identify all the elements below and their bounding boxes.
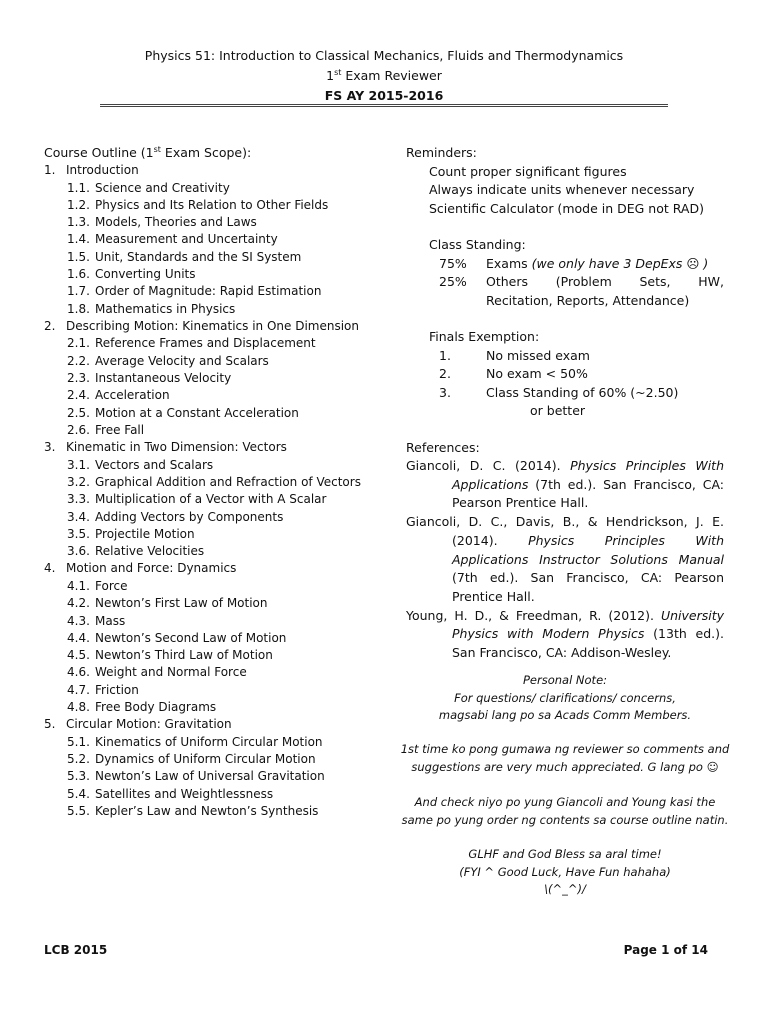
finals-item bbox=[406, 384, 724, 403]
personal-note-paragraph bbox=[398, 846, 732, 899]
weight-description-cont: Recitation, Reports, Attendance) bbox=[486, 292, 690, 308]
outline-title-post: Exam Scope): bbox=[160, 145, 252, 160]
header-divider bbox=[100, 104, 668, 108]
outline-subsection-title: Newton’s Third Law of Motion bbox=[95, 648, 273, 663]
personal-note-paragraph bbox=[398, 741, 732, 776]
outline-section-number: 5. bbox=[44, 717, 56, 732]
finals-item bbox=[406, 347, 724, 366]
academic-year: FS AY 2015-2016 bbox=[324, 88, 444, 103]
outline-subsection-title: Order of Magnitude: Rapid Estimation bbox=[95, 284, 322, 299]
outline-subsection bbox=[44, 630, 374, 647]
outline-subsection bbox=[44, 266, 374, 283]
outline-subsection-number: 1.1. bbox=[67, 180, 90, 195]
reference-authors: Giancoli, D. C. (2014). bbox=[406, 458, 571, 473]
outline-section-title: Motion and Force: Dynamics bbox=[66, 561, 237, 576]
personal-note-line: (FYI ^ Good Luck, Have Fun hahaha) bbox=[459, 864, 671, 879]
reference-publisher: (7th ed.). San Francisco, CA: Pearson Prentice Hall. bbox=[452, 476, 724, 511]
right-column bbox=[406, 144, 724, 663]
outline-subsection bbox=[44, 387, 374, 404]
outline-subsection bbox=[44, 197, 374, 214]
personal-note-line: And check niyo po yung Giancoli and Young kasi the bbox=[414, 795, 716, 809]
outline-subsection-title: Free Body Diagrams bbox=[95, 700, 217, 715]
outline-subsection bbox=[44, 474, 374, 491]
outline-section bbox=[44, 716, 374, 734]
class-standing-title: Class Standing: bbox=[429, 237, 526, 252]
weight-label: Exams bbox=[486, 255, 532, 271]
reminder-item: Always indicate units whenever necessary bbox=[429, 182, 695, 197]
footer-author: LCB 2015 bbox=[44, 943, 108, 957]
outline-subsection-title: Physics and Its Relation to Other Fields bbox=[95, 197, 329, 212]
outline-subsection bbox=[44, 422, 374, 439]
outline-subsection-title: Adding Vectors by Components bbox=[95, 509, 284, 524]
outline-subsection-title: Weight and Normal Force bbox=[95, 665, 247, 680]
references-title: References: bbox=[406, 439, 480, 455]
outline-subsection bbox=[44, 526, 374, 543]
outline-subsection-number: 3.3. bbox=[67, 492, 90, 507]
personal-note-title: Personal Note: bbox=[522, 673, 608, 687]
outline-subsection-title: Relative Velocities bbox=[95, 544, 205, 559]
outline-section-title: Describing Motion: Kinematics in One Dimension bbox=[66, 318, 359, 333]
outline-subsection-title: Graphical Addition and Refraction of Vectors bbox=[95, 474, 361, 489]
outline-subsection bbox=[44, 647, 374, 664]
outline-subsection bbox=[44, 595, 374, 612]
outline-subsection-number: 5.2. bbox=[67, 752, 90, 767]
outline-subsection-title: Reference Frames and Displacement bbox=[95, 336, 316, 351]
finals-item-text: Class Standing of 60% (~2.50) bbox=[486, 384, 679, 400]
exam-title-text: Exam Reviewer bbox=[341, 68, 442, 83]
outline-subsection-title: Vectors and Scalars bbox=[95, 457, 214, 472]
personal-note-line: \(^_^)/ bbox=[544, 882, 586, 897]
outline-subsection bbox=[44, 613, 374, 630]
outline-section-number: 2. bbox=[44, 318, 56, 333]
outline-section bbox=[44, 439, 374, 457]
course-outline bbox=[44, 144, 374, 820]
outline-subsection-number: 3.2. bbox=[67, 474, 90, 489]
outline-subsection-number: 4.5. bbox=[67, 648, 90, 663]
personal-note-line: magsabi lang po sa Acads Comm Members. bbox=[438, 708, 692, 723]
outline-subsection-number: 3.6. bbox=[67, 544, 90, 559]
outline-subsection bbox=[44, 214, 374, 231]
outline-subsection-number: 3.4. bbox=[67, 509, 90, 524]
personal-note-line: 1st time ko pong gumawa ng reviewer so comments and bbox=[400, 742, 730, 756]
outline-subsection bbox=[44, 283, 374, 300]
outline-section bbox=[44, 318, 374, 336]
finals-item-number: 1. bbox=[439, 347, 451, 363]
outline-subsection-number: 5.5. bbox=[67, 804, 90, 818]
outline-subsection-number: 1.5. bbox=[67, 249, 90, 264]
outline-section bbox=[44, 162, 374, 180]
reference-title: Physics Principles With Applications Instructor Solutions Manual bbox=[452, 532, 725, 567]
outline-subsection-number: 5.3. bbox=[67, 769, 90, 784]
outline-subsection-number: 4.4. bbox=[67, 630, 90, 645]
outline-subsection-number: 3.5. bbox=[67, 526, 90, 541]
outline-subsection-title: Models, Theories and Laws bbox=[95, 215, 257, 230]
outline-subsection-title: Instantaneous Velocity bbox=[95, 370, 232, 385]
outline-subsection-number: 4.3. bbox=[67, 613, 90, 628]
finals-item-text: No missed exam bbox=[486, 347, 590, 363]
outline-subsection-number: 2.4. bbox=[67, 388, 90, 403]
outline-subsection-number: 2.2. bbox=[67, 353, 90, 368]
outline-section-number: 1. bbox=[44, 163, 56, 177]
class-standing-row-cont bbox=[406, 292, 724, 311]
outline-list bbox=[44, 162, 374, 820]
outline-subsection-number: 1.8. bbox=[67, 301, 90, 316]
weight-percent: 75% bbox=[439, 255, 467, 271]
outline-subsection bbox=[44, 180, 374, 197]
outline-section-title: Kinematic in Two Dimension: Vectors bbox=[66, 440, 287, 455]
reference-title: University Physics with Modern Physics bbox=[452, 607, 724, 642]
reference-entry bbox=[406, 607, 724, 663]
reference-authors: Young, H. D., & Freedman, R. (2012). bbox=[406, 607, 661, 623]
reference-publisher: (7th ed.). San Francisco, CA: Pearson Prentice Hall. bbox=[452, 570, 724, 604]
outline-subsection-title: Kepler’s Law and Newton’s Synthesis bbox=[95, 804, 319, 818]
reminders-title: Reminders: bbox=[406, 145, 477, 160]
finals-item-number: 2. bbox=[439, 366, 451, 381]
weight-note: (we only have 3 DepExs ☹ ) bbox=[531, 255, 709, 271]
outline-subsection-number: 4.7. bbox=[67, 682, 90, 697]
outline-subsection bbox=[44, 353, 374, 370]
outline-subsection bbox=[44, 249, 374, 266]
finals-item-text: No exam < 50% bbox=[486, 366, 588, 381]
outline-subsection-title: Free Fall bbox=[95, 422, 145, 437]
outline-subsection bbox=[44, 664, 374, 681]
outline-subsection bbox=[44, 335, 374, 352]
class-standing-row bbox=[406, 255, 724, 274]
finals-exemption-title: Finals Exemption: bbox=[429, 329, 540, 344]
outline-subsection-title: Friction bbox=[95, 682, 139, 697]
reference-title: Physics Principles With Applications bbox=[452, 458, 724, 492]
outline-subsection-title: Average Velocity and Scalars bbox=[95, 353, 269, 368]
outline-subsection bbox=[44, 578, 374, 595]
outline-subsection-title: Mathematics in Physics bbox=[95, 301, 236, 316]
outline-subsection-number: 1.7. bbox=[67, 284, 90, 299]
outline-subsection-title: Force bbox=[95, 578, 128, 593]
finals-item-cont: or better bbox=[530, 403, 586, 418]
outline-subsection-title: Multiplication of a Vector with A Scalar bbox=[95, 492, 327, 507]
outline-subsection-title: Projectile Motion bbox=[95, 526, 195, 541]
course-outline-title bbox=[44, 144, 374, 162]
personal-note-line: same po yung order ng contents sa course outline natin. bbox=[401, 812, 729, 827]
outline-subsection-number: 4.8. bbox=[67, 700, 90, 715]
outline-subsection-number: 5.1. bbox=[67, 734, 90, 749]
outline-section-number: 4. bbox=[44, 561, 56, 576]
outline-subsection bbox=[44, 231, 374, 248]
outline-subsection-title: Newton’s Second Law of Motion bbox=[95, 630, 287, 645]
finals-item-number: 3. bbox=[439, 384, 451, 400]
finals-item bbox=[406, 365, 724, 384]
outline-subsection-number: 4.6. bbox=[67, 665, 90, 680]
outline-title-pre: Course Outline (1 bbox=[44, 145, 154, 160]
outline-subsection-title: Acceleration bbox=[95, 388, 170, 403]
outline-subsection-number: 5.4. bbox=[67, 786, 90, 801]
class-standing-row bbox=[406, 273, 724, 292]
outline-subsection bbox=[44, 751, 374, 768]
outline-subsection bbox=[44, 301, 374, 318]
outline-subsection-number: 2.3. bbox=[67, 370, 90, 385]
outline-subsection-title: Dynamics of Uniform Circular Motion bbox=[95, 752, 316, 767]
outline-subsection bbox=[44, 509, 374, 526]
outline-subsection bbox=[44, 682, 374, 699]
outline-subsection bbox=[44, 768, 374, 785]
personal-note-paragraph bbox=[398, 794, 732, 829]
outline-subsection-title: Satellites and Weightlessness bbox=[95, 786, 274, 801]
outline-subsection-number: 1.4. bbox=[67, 232, 90, 247]
weight-description: Others (Problem Sets, HW, bbox=[486, 274, 724, 289]
spacer bbox=[406, 218, 724, 236]
spacer bbox=[406, 310, 724, 328]
exam-title bbox=[0, 66, 768, 86]
outline-section bbox=[44, 560, 374, 578]
outline-subsection-number: 4.1. bbox=[67, 578, 90, 593]
reference-publisher: (13th ed.). San Francisco, CA: Addison-Wesley. bbox=[452, 626, 724, 661]
outline-subsection-number: 1.6. bbox=[67, 266, 90, 281]
personal-note bbox=[398, 672, 732, 725]
outline-subsection-title: Kinematics of Uniform Circular Motion bbox=[95, 734, 323, 749]
outline-title-sup: st bbox=[153, 144, 161, 154]
reminder-item: Count proper significant figures bbox=[429, 163, 627, 179]
outline-subsection-number: 2.5. bbox=[67, 405, 90, 420]
document-header bbox=[0, 46, 768, 106]
outline-subsection-number: 3.1. bbox=[67, 457, 90, 472]
reminder-item: Scientific Calculator (mode in DEG not RAD) bbox=[429, 200, 704, 216]
outline-section-title: Introduction bbox=[66, 163, 139, 177]
personal-note-line: suggestions are very much appreciated. G lang po ☺ bbox=[411, 759, 719, 774]
outline-subsection-title: Science and Creativity bbox=[95, 180, 230, 195]
reference-entry bbox=[406, 457, 724, 513]
spacer bbox=[406, 421, 724, 439]
outline-subsection-number: 1.3. bbox=[67, 215, 90, 230]
outline-subsection-title: Unit, Standards and the SI System bbox=[95, 249, 302, 264]
outline-subsection bbox=[44, 786, 374, 803]
personal-note-line: GLHF and God Bless sa aral time! bbox=[468, 847, 662, 861]
outline-subsection-title: Newton’s Law of Universal Gravitation bbox=[95, 769, 325, 784]
weight-percent: 25% bbox=[439, 274, 467, 289]
outline-subsection bbox=[44, 457, 374, 474]
outline-subsection-number: 4.2. bbox=[67, 596, 90, 611]
outline-subsection bbox=[44, 543, 374, 560]
outline-subsection-number: 1.2. bbox=[67, 197, 90, 212]
outline-subsection bbox=[44, 370, 374, 387]
weight-percent-empty bbox=[406, 292, 462, 311]
outline-subsection bbox=[44, 699, 374, 716]
reference-authors: Giancoli, D. C., Davis, B., & Hendrickson, J. E. (2014). bbox=[406, 514, 724, 548]
outline-subsection-number: 2.6. bbox=[67, 422, 90, 437]
outline-section-number: 3. bbox=[44, 440, 56, 455]
outline-subsection-title: Motion at a Constant Acceleration bbox=[95, 405, 299, 420]
outline-subsection-title: Mass bbox=[95, 613, 126, 628]
weight-description bbox=[462, 255, 724, 274]
outline-section-title: Circular Motion: Gravitation bbox=[66, 717, 232, 732]
outline-subsection bbox=[44, 491, 374, 508]
reference-entry bbox=[406, 513, 724, 607]
outline-subsection-number: 2.1. bbox=[67, 336, 90, 351]
exam-number: 1 bbox=[326, 68, 335, 83]
outline-subsection-title: Newton’s First Law of Motion bbox=[95, 596, 268, 611]
page-number: Page 1 of 14 bbox=[623, 943, 708, 957]
outline-subsection bbox=[44, 405, 374, 422]
exam-number-suffix: st bbox=[334, 67, 342, 77]
personal-note-line: For questions/ clarifications/ concerns, bbox=[454, 690, 676, 705]
course-title: Physics 51: Introduction to Classical Mechanics, Fluids and Thermodynamics bbox=[144, 48, 624, 63]
outline-subsection-title: Converting Units bbox=[95, 266, 196, 281]
outline-subsection-title: Measurement and Uncertainty bbox=[95, 232, 278, 247]
outline-subsection bbox=[44, 734, 374, 751]
outline-subsection bbox=[44, 803, 374, 820]
